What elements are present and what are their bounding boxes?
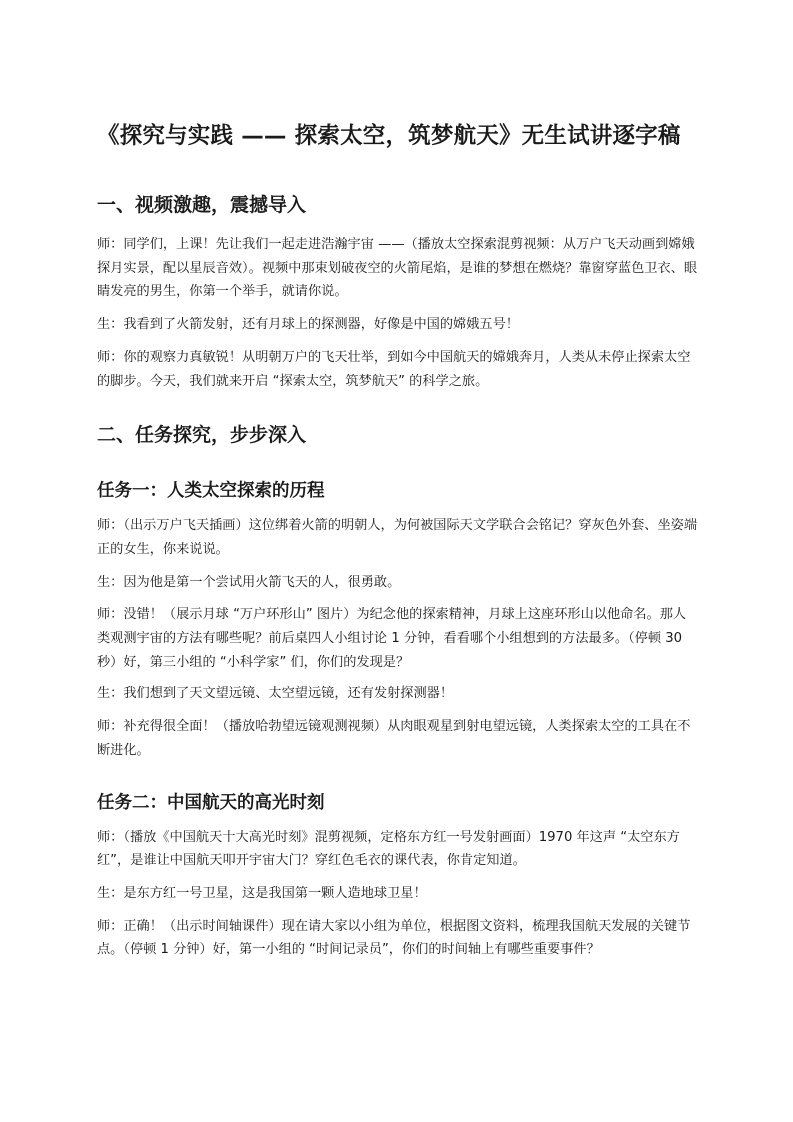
section-1-paragraph: 生：我看到了火箭发射，还有月球上的探测器，好像是中国的嫦娥五号！ xyxy=(97,317,519,333)
section-2-heading: 二、任务探究，步步深入 xyxy=(97,424,307,447)
task-1-heading: 任务一：人类太空探索的历程 xyxy=(97,481,325,502)
task-2-paragraph: 生：是东方红一号卫星，这是我国第一颗人造地球卫星！ xyxy=(97,885,427,901)
task-2-paragraph: 师：正确！（出示时间轴课件）现在请大家以小组为单位，根据图文资料，梳理我国航天发展的关键节点。（停顿 1 分钟）好，第一小组的 “时间记录员”，你们的时间轴上有哪些重要事件？ xyxy=(97,918,691,958)
task-1-paragraph: 生：我们想到了天文望远镜、太空望远镜，还有发射探测器！ xyxy=(97,686,454,702)
section-1-heading: 一、视频激趣，震撼导入 xyxy=(97,194,307,216)
task-2-paragraph: 师：（播放《中国航天十大高光时刻》混剪视频，定格东方红一号发射画面）1970 年这声 “太空东方红”，是谁让中国航天叩开宇宙大门？穿红色毛衣的课代表，你肯定知道。 xyxy=(97,829,680,869)
task-1-paragraph: 师：没错！（展示月球 “万户环形山” 图片）为纪念他的探索精神，月球上这座环形山以他命名。那人类观测宇宙的方法有哪些呢？前后桌四人小组讨论 1 分钟，看看哪个小组想到的方法最多。（停顿 30 秒）好，第三小组的 “小科学家” 们，你们的发现是？ xyxy=(97,607,687,670)
task-1-paragraph: 师：（出示万户飞天插画）这位绑着火箭的明朝人，为何被国际天文学联合会铭记？穿灰色外套、坐姿端正的女生，你来说说。 xyxy=(97,518,698,557)
document-page xyxy=(97,117,699,962)
task-1-paragraph: 生：因为他是第一个尝试用火箭飞天的人，很勇敢。 xyxy=(97,574,401,590)
task-2-heading: 任务二：中国航天的高光时刻 xyxy=(97,792,325,813)
section-1-paragraph: 师：你的观察力真敏锐！从明朝万户的飞天壮举，到如今中国航天的嫦娥奔月，人类从未停止探索太空的脚步。今天，我们就来开启 “探索太空，筑梦航天” 的科学之旅。 xyxy=(97,349,691,389)
document-title: 《探究与实践 —— 探索太空，筑梦航天》无生试讲逐字稿 xyxy=(97,123,681,149)
section-1-paragraph: 师：同学们，上课！先让我们一起走进浩瀚宇宙 ——（播放太空探索混剪视频：从万户飞天动画到嫦娥探月实景，配以星辰音效）。视频中那束划破夜空的火箭尾焰，是谁的梦想在燃烧？靠窗穿蓝色卫衣、眼睛发亮的男生，你第一个举手，就请你说。 xyxy=(97,237,698,300)
task-1-paragraph: 师：补充得很全面！（播放哈勃望远镜观测视频）从肉眼观星到射电望远镜，人类探索太空的工具在不断进化。 xyxy=(97,719,691,758)
